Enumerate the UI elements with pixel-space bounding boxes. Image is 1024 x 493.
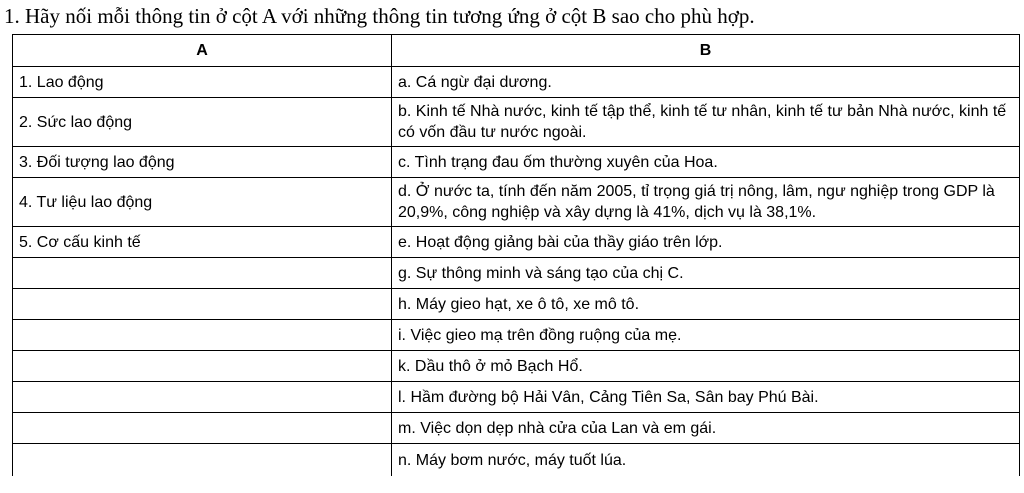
column-a-cell: 2. Sức lao động bbox=[13, 98, 392, 147]
table-row bbox=[13, 178, 1020, 227]
table-row bbox=[13, 444, 1020, 477]
table-row bbox=[13, 289, 1020, 320]
question-text: 1. Hãy nối mỗi thông tin ở cột A với những thông tin tương ứng ở cột B sao cho phù hợp. bbox=[4, 4, 755, 28]
column-a-cell bbox=[13, 258, 392, 289]
column-a-cell bbox=[13, 382, 392, 413]
column-a-header: A bbox=[13, 35, 392, 67]
column-b-cell: n. Máy bơm nước, máy tuốt lúa. bbox=[392, 444, 1020, 477]
table-row bbox=[13, 413, 1020, 444]
matching-table bbox=[12, 34, 1020, 476]
column-a-cell bbox=[13, 444, 392, 477]
column-b-cell: g. Sự thông minh và sáng tạo của chị C. bbox=[392, 258, 1020, 289]
column-a-cell bbox=[13, 289, 392, 320]
table-row bbox=[13, 67, 1020, 98]
column-a-cell: 1. Lao động bbox=[13, 67, 392, 98]
table-row bbox=[13, 147, 1020, 178]
column-a-cell: 4. Tư liệu lao động bbox=[13, 178, 392, 227]
column-b-cell: c. Tình trạng đau ốm thường xuyên của Hoa. bbox=[392, 147, 1020, 178]
table-row bbox=[13, 258, 1020, 289]
column-a-cell bbox=[13, 320, 392, 351]
column-a-cell: 5. Cơ cấu kinh tế bbox=[13, 227, 392, 258]
column-b-cell: m. Việc dọn dẹp nhà cửa của Lan và em gái. bbox=[392, 413, 1020, 444]
table-row bbox=[13, 320, 1020, 351]
table-row bbox=[13, 227, 1020, 258]
column-b-cell: h. Máy gieo hạt, xe ô tô, xe mô tô. bbox=[392, 289, 1020, 320]
column-b-header: B bbox=[392, 35, 1020, 67]
column-b-cell: e. Hoạt động giảng bài của thầy giáo trên lớp. bbox=[392, 227, 1020, 258]
column-b-cell: i. Việc gieo mạ trên đồng ruộng của mẹ. bbox=[392, 320, 1020, 351]
table-row bbox=[13, 98, 1020, 147]
column-a-cell: 3. Đối tượng lao động bbox=[13, 147, 392, 178]
column-a-cell bbox=[13, 351, 392, 382]
column-b-cell: k. Dầu thô ở mỏ Bạch Hổ. bbox=[392, 351, 1020, 382]
column-a-cell bbox=[13, 413, 392, 444]
table-row bbox=[13, 382, 1020, 413]
column-b-cell: l. Hầm đường bộ Hải Vân, Cảng Tiên Sa, Sân bay Phú Bài. bbox=[392, 382, 1020, 413]
column-b-cell: b. Kinh tế Nhà nước, kinh tế tập thể, kinh tế tư nhân, kinh tế tư bản Nhà nước, kinh tế có vốn đầu tư nước ngoài. bbox=[392, 98, 1020, 147]
table-row bbox=[13, 351, 1020, 382]
column-b-cell: d. Ở nước ta, tính đến năm 2005, tỉ trọng giá trị nông, lâm, ngư nghiệp trong GDP là 20,9%, công nghiệp và xây dựng là 41%, dịch vụ là 38,1%. bbox=[392, 178, 1020, 227]
header-row bbox=[13, 35, 1020, 67]
column-b-cell: a. Cá ngừ đại dương. bbox=[392, 67, 1020, 98]
